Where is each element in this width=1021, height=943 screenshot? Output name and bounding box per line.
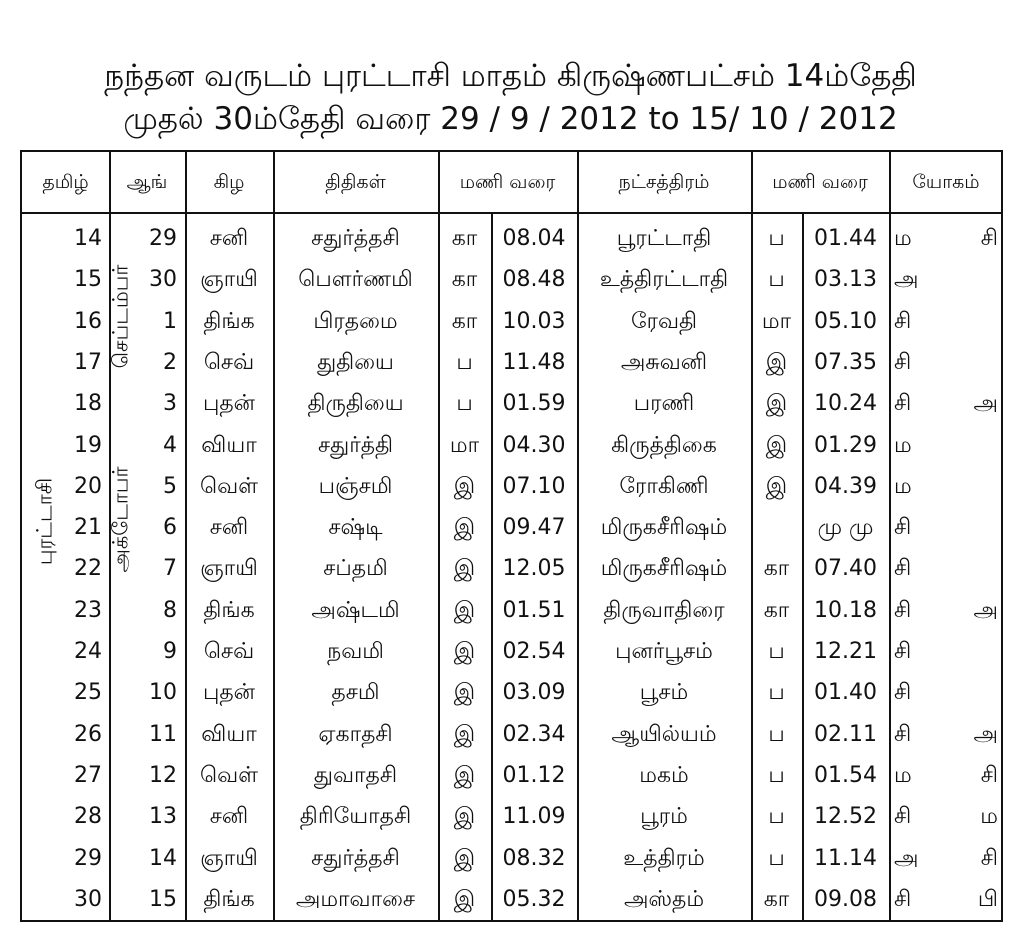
nakshatra-cell: மிருகசீரிஷம்	[600, 515, 728, 541]
tithi-cell: திரியோதசி	[299, 804, 412, 830]
weekday-cell: செவ்	[203, 639, 255, 664]
tithi-period-cell: கா	[451, 267, 478, 293]
header-english-date: ஆங்	[126, 171, 168, 193]
tamil-date-cell: 29	[74, 845, 102, 871]
tithi-time-cell: 01.12	[502, 762, 566, 788]
tithi-cell: நவமி	[327, 639, 384, 664]
nakshatra-period-cell: ப	[768, 680, 785, 706]
english-date-cell: 12	[149, 762, 177, 788]
yogam-second-cell: பி	[977, 886, 998, 912]
nakshatra-cell: பூரட்டாதி	[616, 226, 712, 251]
tamil-date-cell: 18	[74, 391, 102, 417]
english-date-cell: 3	[163, 391, 177, 417]
nakshatra-cell: பூசம்	[639, 680, 689, 706]
yogam-first-cell: சி	[894, 721, 912, 747]
tithi-time-cell: 08.04	[502, 226, 566, 251]
nakshatra-time-cell: 09.08	[814, 886, 877, 912]
english-date-cell: 8	[163, 597, 177, 623]
column-divider	[889, 152, 891, 920]
tithi-cell: திருதியை	[307, 391, 404, 417]
nakshatra-time-cell: 12.52	[814, 804, 877, 830]
tithi-cell: சப்தமி	[323, 556, 388, 582]
yogam-first-cell: அ	[894, 845, 919, 871]
tithi-period-cell: இ	[453, 886, 476, 912]
title-line-1: நந்தன வருடம் புரட்டாசி மாதம் கிருஷ்ணபட்சம் 14ம்தேதி	[104, 58, 917, 94]
tithi-period-cell: இ	[453, 680, 476, 706]
nakshatra-cell: கிருத்திகை	[611, 432, 717, 458]
english-date-cell: 1	[163, 308, 177, 334]
tithi-period-cell: கா	[451, 308, 478, 334]
tithi-cell: பௌர்ணமி	[298, 267, 413, 293]
tithi-period-cell: இ	[453, 762, 476, 788]
tithi-cell: துதியை	[317, 349, 394, 375]
yogam-first-cell: சி	[894, 680, 912, 706]
weekday-cell: வியா	[201, 432, 257, 458]
title-line-2: முதல் 30ம்தேதி வரை 29 / 9 / 2012 to 15/ 10 / 2012	[123, 101, 898, 137]
nakshatra-time-cell: 01.40	[814, 680, 877, 706]
tithi-time-cell: 11.09	[502, 804, 566, 830]
tithi-cell: அஷ்டமி	[311, 597, 400, 623]
nakshatra-cell: மகம்	[639, 762, 689, 788]
english-date-cell: 7	[163, 556, 177, 582]
tamil-date-cell: 20	[74, 473, 102, 499]
tithi-time-cell: 02.34	[502, 721, 566, 747]
nakshatra-time-cell: 01.44	[814, 226, 877, 251]
nakshatra-period-cell: ப	[768, 804, 785, 830]
header-tamil-date: தமிழ்	[42, 171, 89, 193]
nakshatra-period-cell: ப	[768, 267, 785, 293]
tithi-time-cell: 11.48	[502, 349, 566, 375]
tithi-time-cell: 03.09	[502, 680, 566, 706]
weekday-cell: வியா	[201, 721, 257, 747]
weekday-cell: ஞாயி	[200, 845, 258, 871]
weekday-cell: சனி	[209, 804, 249, 830]
nakshatra-cell: ரோகிணி	[619, 473, 709, 499]
nakshatra-cell: பரணி	[633, 391, 695, 417]
english-date-cell: 14	[149, 845, 177, 871]
english-date-cell: 15	[149, 886, 177, 912]
weekday-cell: வெள்	[199, 762, 259, 788]
tamil-date-cell: 28	[74, 804, 102, 830]
nakshatra-period-cell: மா	[761, 308, 792, 334]
weekday-cell: சனி	[209, 515, 249, 541]
tithi-time-cell: 08.32	[502, 845, 566, 871]
tithi-period-cell: இ	[453, 473, 476, 499]
nakshatra-time-cell: மு மு	[817, 515, 874, 541]
tithi-period-cell: இ	[453, 639, 476, 664]
tithi-cell: சஷ்டி	[328, 515, 383, 541]
yogam-first-cell: சி	[894, 804, 912, 830]
nakshatra-period-cell: கா	[763, 597, 790, 623]
nakshatra-cell: அஸ்தம்	[623, 886, 705, 912]
tithi-period-cell: இ	[453, 845, 476, 871]
nakshatra-period-cell: ப	[768, 639, 785, 664]
nakshatra-period-cell: இ	[765, 391, 788, 417]
tithi-time-cell: 01.59	[502, 391, 566, 417]
tamil-date-cell: 25	[74, 680, 102, 706]
tithi-time-cell: 02.54	[502, 639, 566, 664]
nakshatra-time-cell: 03.13	[814, 267, 877, 293]
nakshatra-cell: பூரம்	[640, 804, 688, 830]
tamil-date-cell: 14	[74, 226, 102, 251]
yogam-second-cell: அ	[973, 391, 998, 417]
nakshatra-period-cell: ப	[768, 226, 785, 251]
yogam-first-cell: சி	[894, 308, 912, 334]
english-date-cell: 30	[149, 267, 177, 293]
english-date-cell: 11	[149, 721, 177, 747]
nakshatra-cell: ரேவதி	[630, 308, 698, 334]
nakshatra-period-cell: கா	[763, 556, 790, 582]
yogam-first-cell: ம	[894, 762, 912, 788]
tithi-time-cell: 12.05	[502, 556, 566, 582]
nakshatra-time-cell: 07.35	[814, 349, 877, 375]
nakshatra-cell: புனர்பூசம்	[615, 639, 713, 664]
yogam-second-cell: அ	[973, 597, 998, 623]
english-date-cell: 29	[149, 226, 177, 251]
nakshatra-time-cell: 01.54	[814, 762, 877, 788]
yogam-second-cell: சி	[980, 762, 998, 788]
tithi-period-cell: இ	[453, 556, 476, 582]
panchangam-table	[20, 150, 1003, 922]
tithi-time-cell: 01.51	[502, 597, 566, 623]
yogam-first-cell: சி	[894, 597, 912, 623]
header-yogam: யோகம்	[912, 171, 980, 193]
tithi-period-cell: இ	[453, 597, 476, 623]
tamil-date-cell: 27	[74, 762, 102, 788]
weekday-cell: ஞாயி	[200, 556, 258, 582]
english-date-cell: 13	[149, 804, 177, 830]
tithi-period-cell: ப	[456, 391, 473, 417]
tithi-cell: சதுர்த்தசி	[311, 845, 400, 871]
yogam-first-cell: சி	[894, 515, 912, 541]
tithi-cell: ஏகாதசி	[318, 721, 393, 747]
tithi-period-cell: ப	[456, 349, 473, 375]
nakshatra-time-cell: 10.24	[814, 391, 877, 417]
tamil-date-cell: 17	[74, 349, 102, 375]
tithi-cell: தசமி	[331, 680, 380, 706]
nakshatra-cell: உத்திரட்டாதி	[599, 267, 729, 293]
nakshatra-cell: மிருகசீரிஷம்	[600, 556, 728, 582]
weekday-cell: திங்க	[203, 308, 255, 334]
nakshatra-time-cell: 12.21	[814, 639, 877, 664]
weekday-cell: சனி	[209, 226, 249, 251]
yogam-first-cell: சி	[894, 556, 912, 582]
nakshatra-time-cell: 05.10	[814, 308, 877, 334]
yogam-first-cell: சி	[894, 349, 912, 375]
weekday-cell: ஞாயி	[200, 267, 258, 293]
tithi-time-cell: 05.32	[502, 886, 566, 912]
nakshatra-cell: ஆயில்யம்	[611, 721, 717, 747]
yogam-first-cell: சி	[894, 391, 912, 417]
header-nakshatra: நட்சத்திரம்	[618, 171, 710, 193]
weekday-cell: திங்க	[203, 597, 255, 623]
tithi-period-cell: இ	[453, 804, 476, 830]
yogam-first-cell: சி	[894, 886, 912, 912]
english-date-cell: 6	[163, 515, 177, 541]
tithi-cell: பிரதமை	[313, 308, 398, 334]
header-divider	[22, 212, 1001, 214]
yogam-second-cell: ம	[980, 804, 998, 830]
english-month-label-october: அக்டோபர்	[108, 466, 133, 573]
tithi-cell: சதுர்த்தசி	[311, 226, 400, 251]
nakshatra-period-cell: ப	[768, 721, 785, 747]
header-tithi: திதிகள்	[325, 171, 386, 193]
english-date-cell: 10	[149, 680, 177, 706]
tithi-cell: சதுர்த்தி	[317, 432, 394, 458]
nakshatra-time-cell: 02.11	[814, 721, 877, 747]
english-month-label-september: செப்டம்பர்	[108, 264, 133, 369]
tithi-period-cell: இ	[453, 721, 476, 747]
nakshatra-period-cell: இ	[765, 473, 788, 499]
nakshatra-period-cell: ப	[768, 845, 785, 871]
tithi-time-cell: 09.47	[502, 515, 566, 541]
yogam-second-cell: சி	[980, 845, 998, 871]
english-date-cell: 2	[163, 349, 177, 375]
tithi-period-cell: கா	[451, 226, 478, 251]
yogam-first-cell: ம	[894, 432, 912, 458]
yogam-first-cell: ம	[894, 226, 912, 251]
tithi-time-cell: 04.30	[502, 432, 566, 458]
tamil-date-cell: 22	[74, 556, 102, 582]
tithi-period-cell: மா	[449, 432, 480, 458]
tithi-period-cell: இ	[453, 515, 476, 541]
weekday-cell: புதன்	[202, 680, 256, 706]
tamil-date-cell: 24	[74, 639, 102, 664]
tamil-month-label: புரட்டாசி	[32, 477, 57, 566]
tithi-time-cell: 08.48	[502, 267, 566, 293]
nakshatra-period-cell: ப	[768, 762, 785, 788]
tamil-date-cell: 16	[74, 308, 102, 334]
weekday-cell: திங்க	[203, 886, 255, 912]
yogam-second-cell: அ	[973, 721, 998, 747]
header-tithi-time: மணி வரை	[459, 171, 556, 193]
tithi-time-cell: 07.10	[502, 473, 566, 499]
yogam-first-cell: ம	[894, 473, 912, 499]
tamil-date-cell: 23	[74, 597, 102, 623]
nakshatra-cell: அசுவனி	[620, 349, 708, 375]
header-weekday: கிழ	[213, 171, 245, 193]
nakshatra-time-cell: 04.39	[814, 473, 877, 499]
tamil-date-cell: 26	[74, 721, 102, 747]
nakshatra-cell: உத்திரம்	[623, 845, 705, 871]
english-date-cell: 5	[163, 473, 177, 499]
nakshatra-period-cell: இ	[765, 432, 788, 458]
nakshatra-time-cell: 01.29	[814, 432, 877, 458]
tamil-date-cell: 21	[74, 515, 102, 541]
weekday-cell: செவ்	[203, 349, 255, 375]
nakshatra-period-cell: கா	[763, 886, 790, 912]
nakshatra-time-cell: 10.18	[814, 597, 877, 623]
weekday-cell: வெள்	[199, 473, 259, 499]
nakshatra-time-cell: 07.40	[814, 556, 877, 582]
tithi-cell: பஞ்சமி	[318, 473, 393, 499]
tamil-date-cell: 30	[74, 886, 102, 912]
yogam-second-cell: சி	[980, 226, 998, 251]
tithi-cell: அமாவாசை	[295, 886, 416, 912]
tithi-time-cell: 10.03	[502, 308, 566, 334]
tamil-date-cell: 15	[74, 267, 102, 293]
yogam-first-cell: அ	[894, 267, 919, 293]
yogam-first-cell: சி	[894, 639, 912, 664]
english-date-cell: 9	[163, 639, 177, 664]
nakshatra-time-cell: 11.14	[814, 845, 877, 871]
weekday-cell: புதன்	[202, 391, 256, 417]
nakshatra-period-cell: இ	[765, 349, 788, 375]
english-date-cell: 4	[163, 432, 177, 458]
header-nakshatra-time: மணி வரை	[772, 171, 868, 193]
nakshatra-cell: திருவாதிரை	[603, 597, 725, 623]
tamil-date-cell: 19	[74, 432, 102, 458]
tithi-cell: துவாதசி	[313, 762, 398, 788]
